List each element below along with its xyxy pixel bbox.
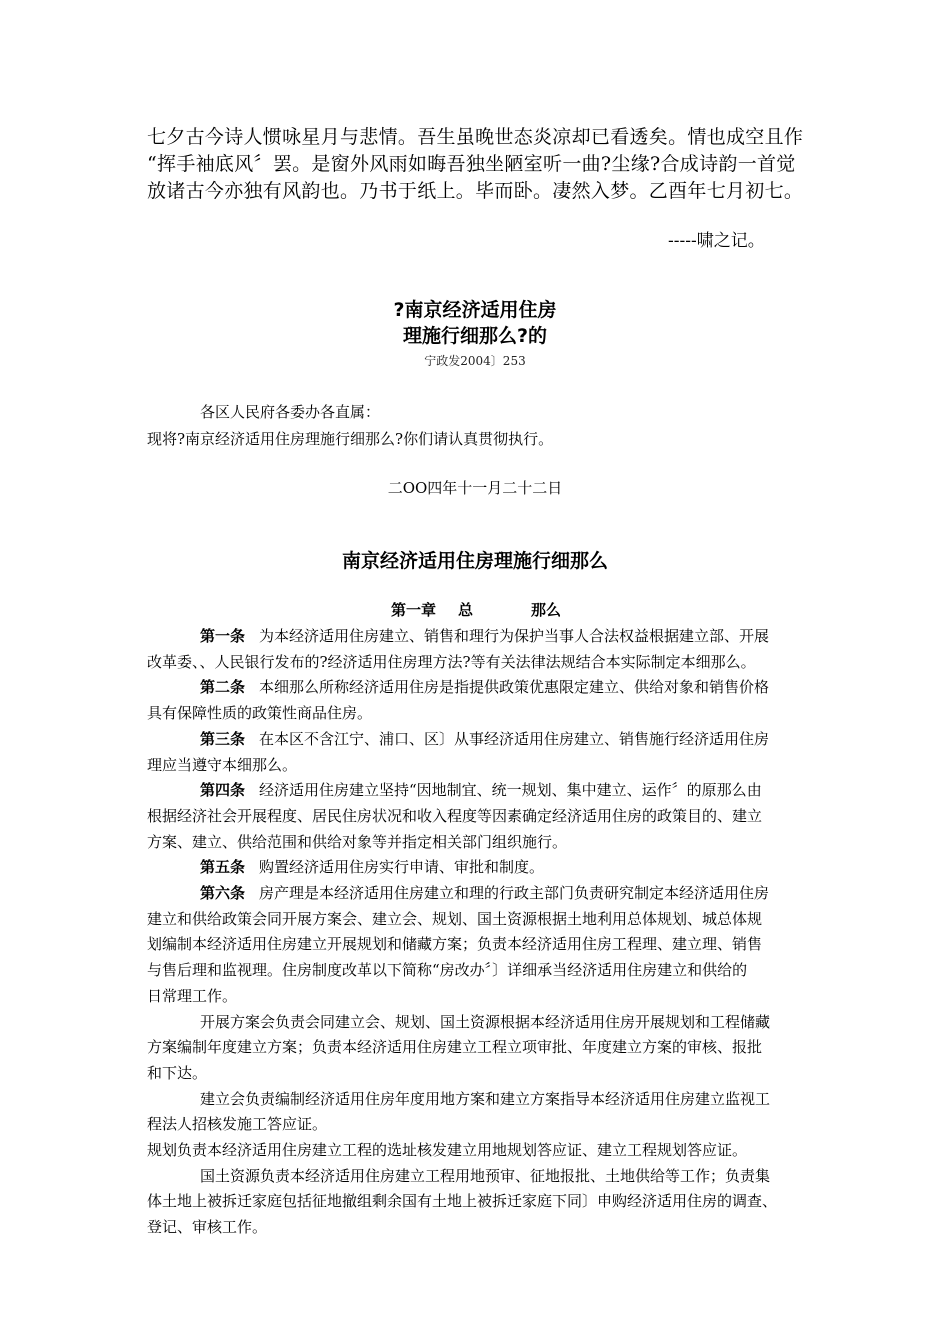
article-line: 与售后理和监视理。住房制度改革以下简称“房改办〞〕详细承当经济适用住房建立和供给的 [147, 961, 748, 980]
article-line: 改革委、、人民银行发布的?经济适用住房理方法?等有关法律法规结合本实际制定本细那么。 [147, 652, 756, 671]
article-label: 第一条 [200, 627, 246, 645]
article-text: 在本区不含江宁、浦口、区〕从事经济适用住房建立、销售施行经济适用住房 [259, 729, 770, 748]
paragraph-line: 体土地上被拆迁家庭包括征地撤组剩余国有土地上被拆迁家庭下同〕申购经济适用住房的调查、 [147, 1192, 778, 1211]
chapter-word-2: 那么 [531, 601, 562, 619]
article-label: 第六条 [200, 884, 246, 903]
article-text: 经济适用住房建立坚持“因地制宜、统一规划、集中建立、运作〞的原那么由 [259, 781, 762, 800]
article-label: 第二条 [200, 678, 246, 697]
notice-title-line2: 理施行细那么?的 [402, 325, 548, 347]
article-line [147, 855, 815, 881]
article-label: 第三条 [200, 729, 246, 748]
article-text: 房产理是本经济适用住房建立和理的行政主部门负责研究制定本经济适用住房 [259, 884, 770, 903]
notice-intro: 现将?南京经济适用住房理施行细那么?你们请认真贯彻执行。 [147, 430, 554, 448]
article-line [147, 624, 815, 650]
poem-paragraph [147, 124, 807, 205]
paragraph-line: 规划负责本经济适用住房建立工程的选址核发建立用地规划答应证、建立工程规划答应证。 [147, 1141, 748, 1160]
poem-line: 放诸古今亦独有风韵也。乃书于纸上。毕而卧。凄然入梦。乙酉年七月初七。 [147, 180, 804, 202]
notice-address: 各区人民府各委办各直属： [200, 403, 381, 421]
article-label: 第五条 [200, 858, 246, 877]
article-text: 本细那么所称经济适用住房是指提供政策优惠限定建立、供给对象和销售价格 [259, 678, 770, 697]
article-text: 购置经济适用住房实行申请、审批和制度。 [259, 858, 545, 877]
article-line [147, 727, 815, 753]
regulation-body [147, 624, 815, 1241]
article-line [147, 675, 815, 701]
paragraph-line: 建立会负责编制经济适用住房年度用地方案和建立方案指导本经济适用住房建立监视工 [200, 1089, 771, 1108]
poem-line: 七夕古今诗人惯咏星月与悲情。吾生虽晚世态炎凉却已看透矣。情也成空且作 [147, 126, 804, 148]
paragraph-line: 开展方案会负责会同建立会、规划、国土资源根据本经济适用住房开展规划和工程储藏 [200, 1012, 771, 1031]
article-line: 具有保障性质的政策性商品住房。 [147, 704, 373, 723]
paragraph-line: 程法人招核发施工答应证。 [147, 1115, 328, 1134]
notice-title-line1: ?南京经济适用住房 [393, 299, 557, 321]
article-line: 划编制本经济适用住房建立开展规划和储藏方案；负责本经济适用住房工程理、建立理、销售 [147, 935, 763, 954]
article-text: 为本经济适用住房建立、销售和理行为保护当事人合法权益根据建立部、开展 [259, 627, 770, 645]
article-line [147, 778, 815, 804]
chapter-word-1: 总 [458, 601, 474, 619]
paragraph-line: 方案编制年度建立方案；负责本经济适用住房建立工程立项审批、年度建立方案的审核、报批 [147, 1038, 763, 1057]
article-line: 日常理工作。 [147, 986, 238, 1005]
article-line: 方案、建立、供给范围和供给对象等并指定相关部门组织施行。 [147, 832, 568, 851]
paragraph-line: 登记、审核工作。 [147, 1218, 268, 1237]
document-number: 宁政发2004〕253 [424, 354, 526, 368]
chapter-heading [391, 599, 561, 620]
article-line: 根据经济社会开展程度、居民住房状况和收入程度等因素确定经济适用住房的政策目的、建立 [147, 806, 763, 825]
article-line [147, 881, 815, 907]
regulation-title: 南京经济适用住房理施行细那么 [341, 550, 608, 572]
article-line: 建立和供给政策会同开展方案会、建立会、规划、国土资源根据土地利用总体规划、城总体规 [147, 909, 763, 928]
paragraph-line: 和下达。 [147, 1063, 208, 1082]
article-line: 理应当遵守本细那么。 [147, 755, 298, 774]
notice-date: 二OO四年十一月二十二日 [387, 479, 563, 497]
chapter-number: 第一章 [391, 601, 437, 619]
article-label: 第四条 [200, 781, 246, 800]
poem-line: “挥手袖底风〞罢。是窗外风雨如晦吾独坐陋室听一曲?尘缘?合成诗韵一首觉 [147, 153, 796, 175]
paragraph-line: 国土资源负责本经济适用住房建立工程用地预审、征地报批、土地供给等工作；负责集 [200, 1166, 771, 1185]
poem-signature: -----啸之记。 [668, 231, 765, 251]
